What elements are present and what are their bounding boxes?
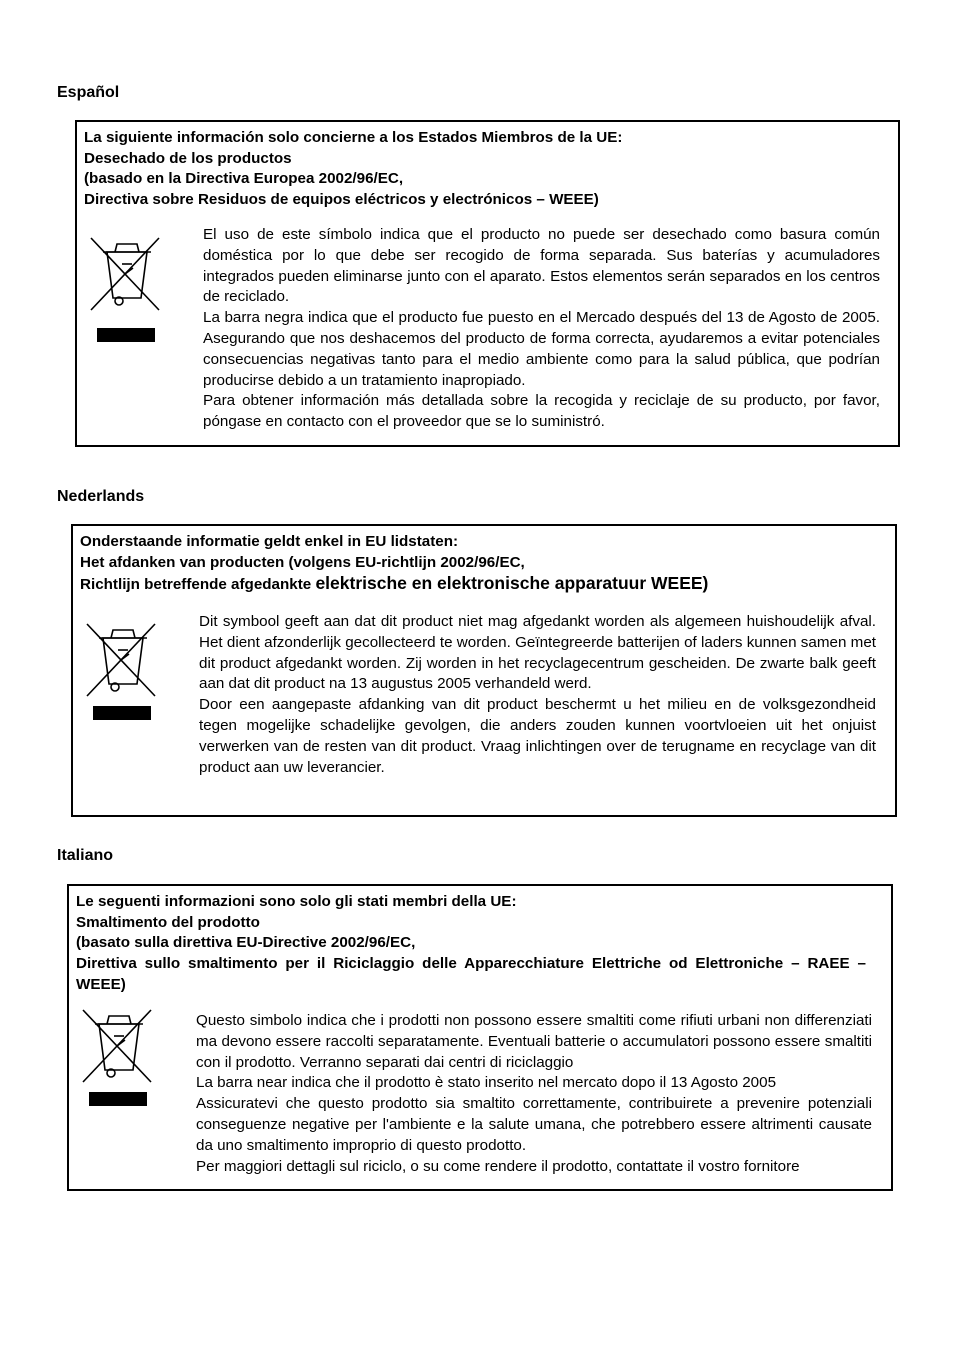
paragraph: La barra near indica che il prodotto è stato inserito nel mercato dopo il 13 Agosto 2005: [196, 1074, 777, 1092]
header-line: Het afdanken van producten (volgens EU-richtlijn 2002/96/EC,: [80, 553, 525, 571]
weee-symbol-graphic: [85, 620, 161, 732]
notice-body-it: [196, 1011, 872, 1177]
header-line: Desechado de los productos: [84, 149, 292, 167]
header-line: (basado en la Directiva Europea 2002/96/EC,: [84, 170, 404, 188]
paragraph: Per maggiori dettagli sul riciclo, o su come rendere il prodotto, contattate il vostro fornitore: [196, 1157, 800, 1175]
section-heading-it: Italiano: [57, 847, 114, 864]
notice-header-nl: [80, 532, 887, 596]
section-heading-es: Español: [57, 84, 120, 101]
header-line: Onderstaande informatie geldt enkel in EU lidstaten:: [80, 533, 459, 550]
crossed-out-wheelie-bin-icon: [81, 1006, 157, 1118]
notice-header-it: [76, 892, 883, 996]
weee-notice-box-it: [67, 884, 893, 1191]
paragraph: Para obtener información más detallada sobre la recogida y reciclaje de su producto, por favor, póngase en contacto con el proveedor que se lo suministró.: [203, 392, 880, 431]
weee-notice-box-es: [75, 120, 900, 447]
header-line: Le seguenti informazioni sono solo gli stati membri della UE:: [76, 893, 517, 910]
paragraph: El uso de este símbolo indica que el producto no puede ser desechado como basura común doméstica por lo que debe ser recogido de forma separada. Sus baterías y acumuladores integrados pueden eliminarse junto con el aparato. Estos elementos serán separados en los centros de reciclado.: [203, 226, 880, 306]
weee-symbol-graphic: [81, 1006, 157, 1118]
header-line: (basato sulla direttiva EU-Directive 2002/96/EC,: [76, 934, 416, 952]
crossed-out-wheelie-bin-icon: [89, 234, 165, 346]
header-line-part: elektrische en elektronische apparatuur WEEE): [315, 573, 709, 594]
notice-header-es: [84, 128, 890, 211]
paragraph: Dit symbool geeft aan dat dit product niet mag afgedankt worden als algemeen huishoudelijk afval. Het dient afzonderlijk gecollecteerd te worden. Geïntegreerde batterijen of laders kunnen samen met dit product afgedankt worden. Zij worden in het recyclagecentrum gescheiden. De zwarte balk geeft aan dat dit product na 13 augustus 2005 verhandeld werd.: [199, 613, 876, 693]
paragraph: Questo simbolo indica che i prodotti non possono essere smaltiti come rifiuti urbani non differenziati ma devono essere raccolti separatamente. Eventuali batterie o accumulatori possono essere smaltiti con il prodotto. Verranno separati dai centri di riciclaggio: [196, 1012, 872, 1071]
notice-body-nl: [199, 612, 876, 778]
header-line: Direttiva sullo smaltimento per il Riciclaggio delle Apparecchiature Elettriche od Elettroniche – RAEE – WEEE): [76, 955, 866, 993]
header-line: La siguiente información solo concierne a los Estados Miembros de la UE:: [84, 129, 623, 146]
header-line: Smaltimento del prodotto: [76, 913, 260, 931]
notice-body-es: [203, 225, 880, 433]
weee-notice-box-nl: [71, 524, 897, 817]
header-line: Directiva sobre Residuos de equipos eléctricos y electrónicos – WEEE): [84, 191, 599, 209]
paragraph: Door een aangepaste afdanking van dit product beschermt u het milieu en de volksgezondheid tegen mogelijke schadelijke gevolgen, die anders zouden kunnen voortvloeien uit het onjuist verwerken van de resten van dit product. Vraag inlichtingen over de terugname en recyclage van dit product aan uw leverancier.: [199, 696, 876, 776]
paragraph: Assicuratevi che questo prodotto sia smaltito correttamente, contribuirete a prevenire potenziali conseguenze negative per l'ambiente e la salute umana, che potrebbero essere altrimenti causate da uno smaltimento improprio di questo prodotto.: [196, 1095, 872, 1154]
weee-symbol-graphic: [89, 234, 165, 346]
header-line-part: Richtlijn betreffende afgedankte: [80, 576, 316, 594]
header-line: [80, 573, 887, 596]
paragraph: La barra negra indica que el producto fue puesto en el Mercado después del 13 de Agosto de 2005. Asegurando que nos deshacemos del producto de forma correcta, ayudaremos a evitar potenciales consecuencias negativas tanto para el medio ambiente como para la salud pública, que podrían producirse debido a un tratamiento inapropiado.: [203, 309, 880, 389]
section-heading-nl: Nederlands: [57, 488, 145, 505]
crossed-out-wheelie-bin-icon: [85, 620, 161, 732]
